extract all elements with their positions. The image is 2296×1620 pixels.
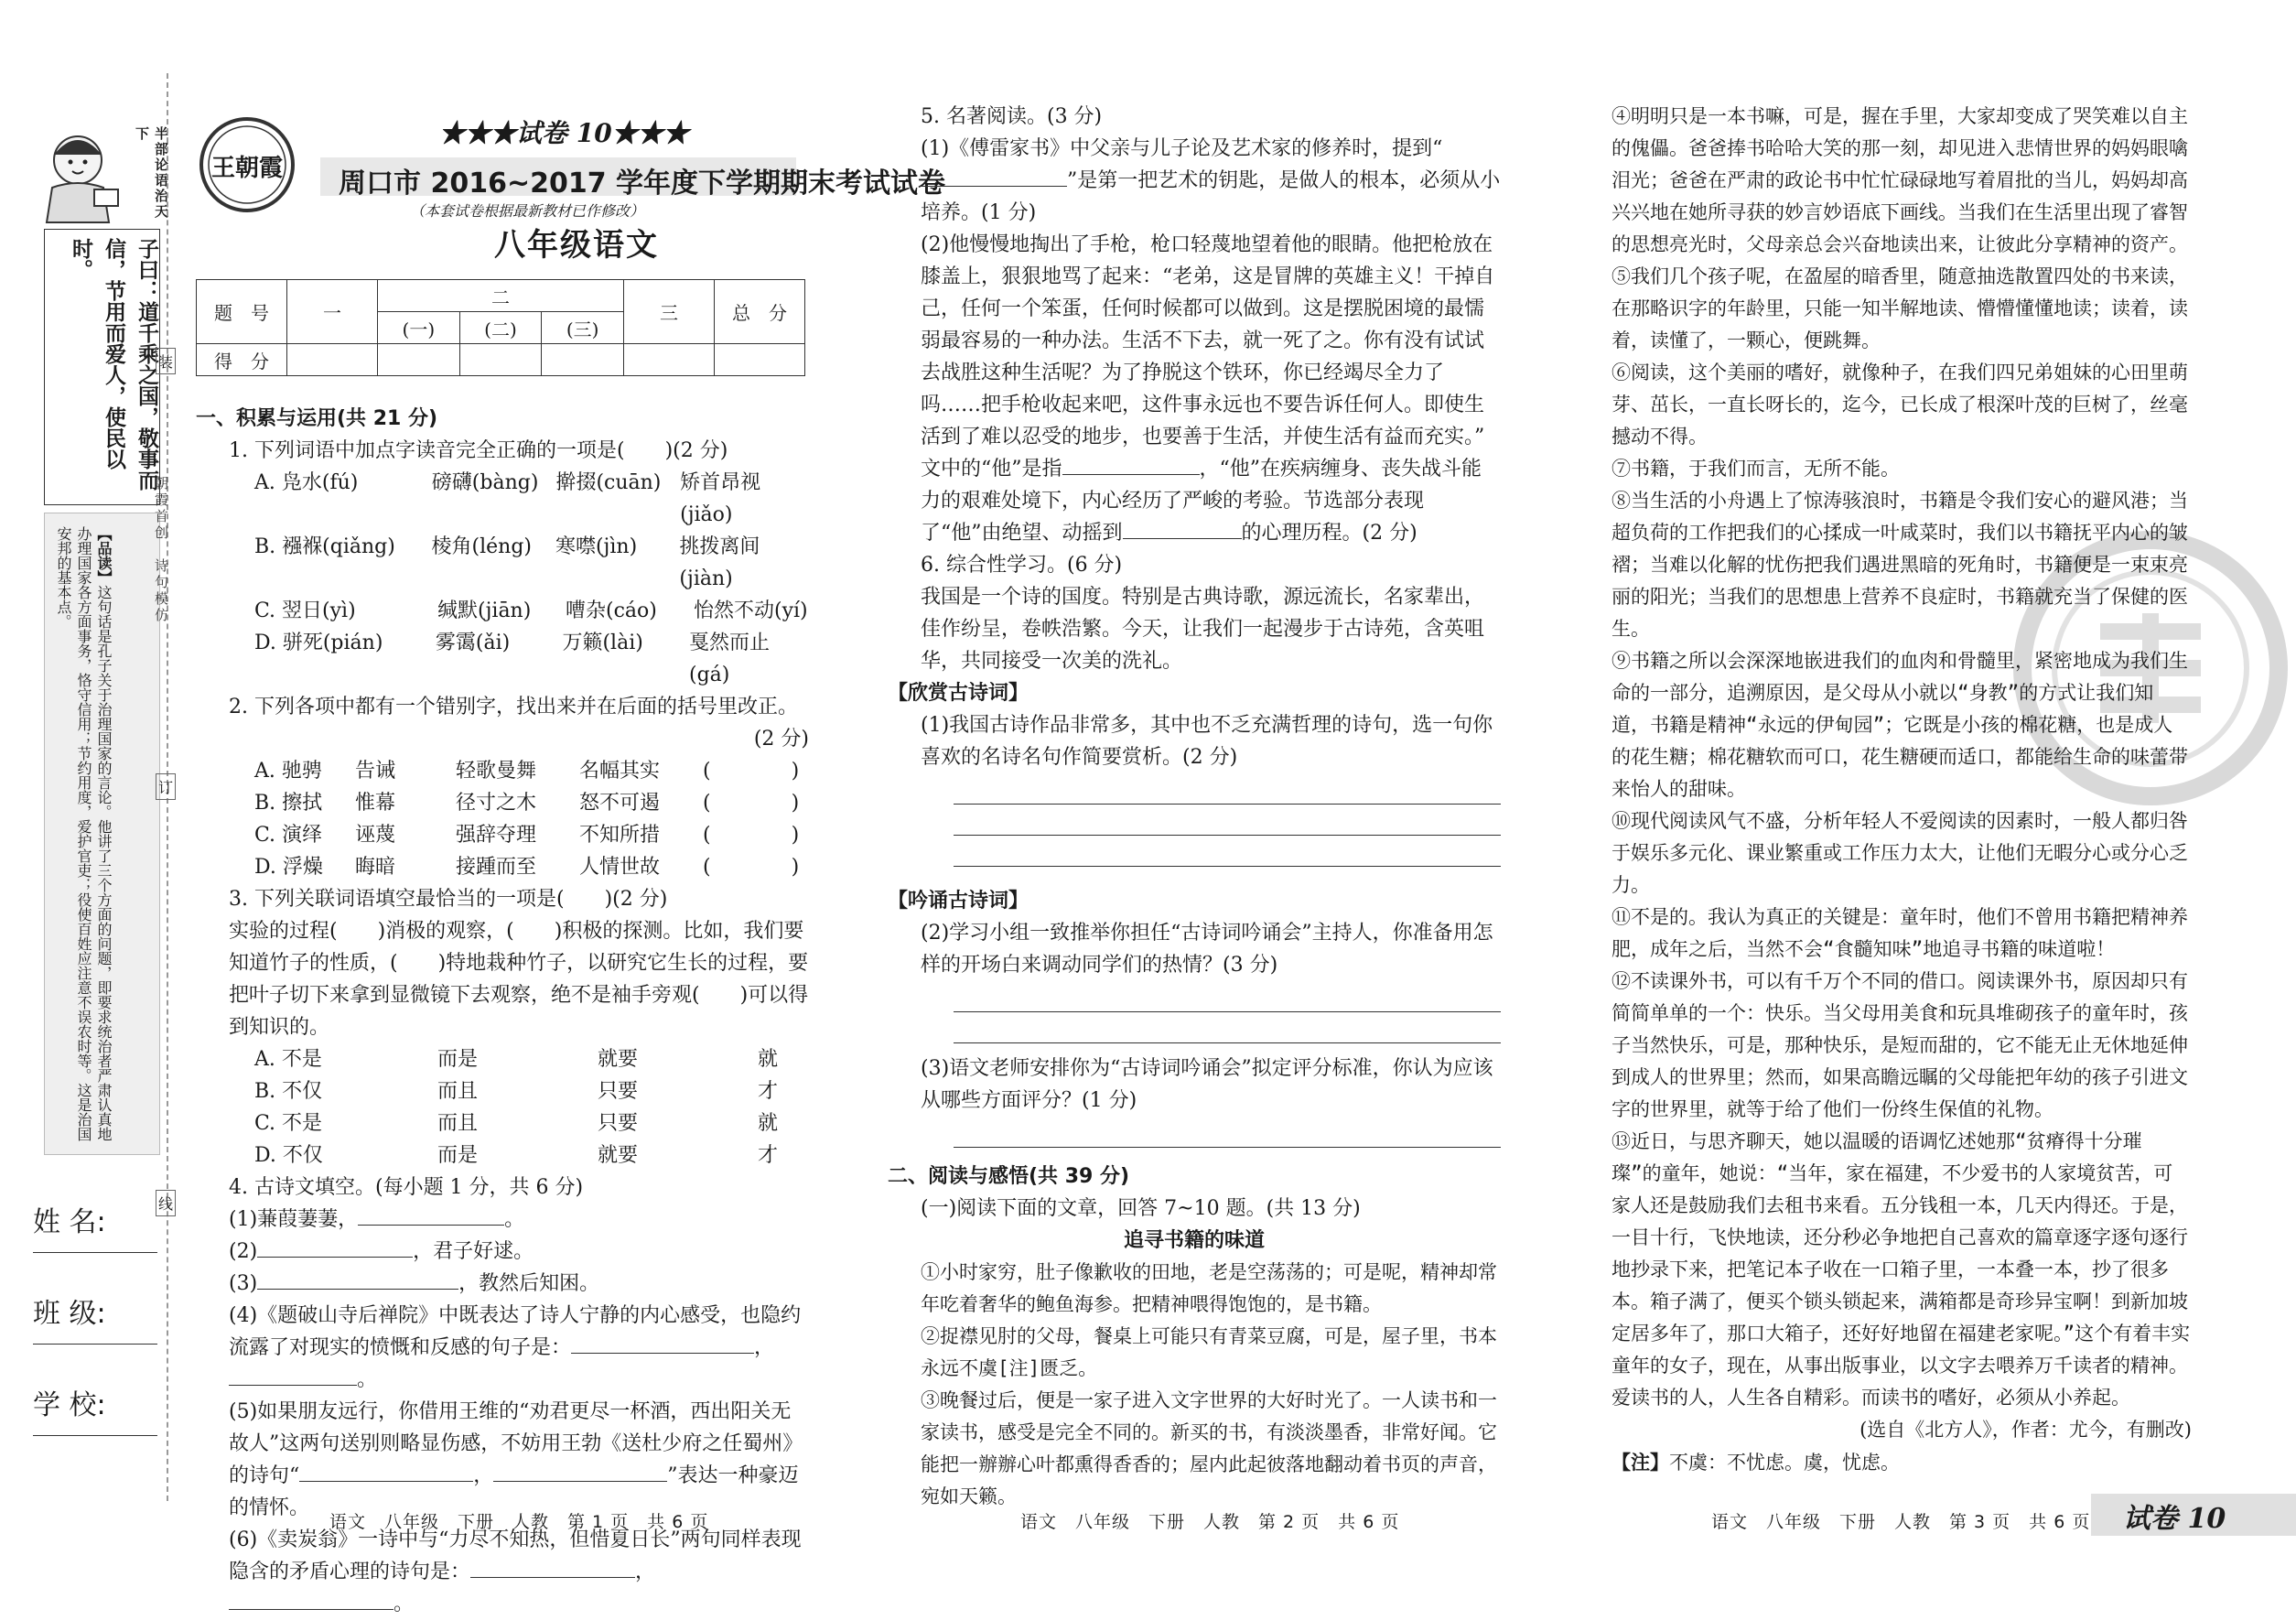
q2-score: (2 分) [753,728,809,751]
score-table [196,279,805,376]
th-sub3: (三) [542,312,624,344]
article-paragraph-7: ⑦书籍，于我们而言，无所不能。 [1612,458,1900,480]
answer-line[interactable] [954,836,1501,867]
sidebar-quote: 子曰：道千乘之国，敬事而信，节用而爱人，使民以时。 [69,238,158,491]
side-stamp: 朝霞首创 诗句模仿 [153,476,169,624]
corner-label: 试卷 10 [2123,1503,2226,1535]
article-paragraph-12: ⑫不读课外书，可以有千万个不同的借口。阅读课外书，原因却只有简简单单的一个：快乐。当父母用美食和玩具堆砌孩子的童年时，孩子当然快乐，可是，那种快乐，是短而甜的，它不能无止无休地延伸到成人的世界里；然而，如果高瞻远瞩的父母能把年幼的孩子引进文字的世界里，就等于给了他们一份终生保值的礼物。 [1612,970,2188,1120]
logo [197,114,297,215]
q2-option-c[interactable]: C. 演绎 诬蔑 强辞夺理 不知所措 ( ) [254,824,800,847]
page-footer-3: 语文 八年级 下册 人教 第 3 页 共 6 页 [1711,1512,2091,1532]
score-row-label: 得 分 [197,344,287,376]
section-1-title: 一、积累与运用(共 21 分) [196,407,438,430]
article-paragraph-6: ⑥阅读，这个美丽的嗜好，就像种子，在我们四兄弟姐妹的心田里萌芽、茁长，一直长呀长的，迄今，已长成了根深叶茂的巨树了，丝毫撼动不得。 [1612,362,2188,448]
answer-blank[interactable] [358,1225,504,1226]
q1-option-a[interactable]: A. 凫水(fú) 磅礴(bàng) 擀掇(cuān) 矫首昂视(jiǎo) [254,471,761,526]
th-part1: 一 [287,280,378,344]
answer-blank[interactable] [1062,474,1200,475]
q6: 6. 综合性学习。(6 分) [921,554,1123,577]
q4-3: (3) ，教然后知困。 [229,1272,600,1295]
q4-2: (2) ，君子好逑。 [229,1240,534,1263]
answer-blank[interactable] [229,1385,357,1386]
heading-recite: 【吟诵古诗词】 [888,890,1029,913]
exam-note: （本套试卷根据最新教材已作修改） [410,202,645,220]
answer-blank[interactable] [299,1481,473,1482]
article-paragraph-4: ④明明只是一本书嘛，可是，握在手里，大家却变成了哭笑难以自主的傀儡。爸爸捧书哈哈大笑的那一刻，却见进入悲情世界的妈妈眼噙泪光；爸爸在严肃的政论书中忙忙碌碌地写着眉批的当儿，妈妈却高兴兴地在她所寻获的妙言妙语底下画线。当我们在生活里出现了睿智的思想亮光时，父母亲总会兴奋地读出来，让彼此分享精神的资产。 [1612,105,2188,255]
article-source: (选自《北方人》，作者：尤今，有删改) [1859,1419,2192,1441]
q6-3: (3)语文老师安排你为“古诗词吟诵会”拟定评分标准，你认为应该从哪些方面评分？(1 分) [921,1057,1493,1112]
q1-option-d[interactable]: D. 骈死(pián) 雾霭(ǎi) 万籁(lài) 戛然而止(gá) [254,632,771,686]
q3-text: 实验的过程( )消极的观察，( )积极的探测。比如，我们要知道竹子的性质，( )特地栽种竹子，以研究它生长的过程，要把叶子切下来拿到显微镜下去观察，绝不是袖手旁观( )可以得到知识的。 [229,920,809,1039]
q3-option-d[interactable]: D. 不仅 而是 就要 才 [254,1144,779,1167]
article-title: 追寻书籍的味道 [1123,1229,1265,1252]
q2-option-d[interactable]: D. 浮燥 晦暗 接踵而至 人情世故 ( ) [254,856,800,879]
page-footer-2: 语文 八年级 下册 人教 第 2 页 共 6 页 [1020,1512,1400,1532]
q6-intro: 我国是一个诗的国度。特别是古典诗歌，源远流长，名家辈出，佳作纷呈，卷帙浩繁。今天，让我们一起漫步于古诗苑，含英咀华，共同接受一次美的洗礼。 [921,586,1485,673]
column-3 [1579,101,2192,1479]
column-1 [196,403,809,1620]
heading-appreciate: 【欣赏古诗词】 [888,682,1029,705]
score-cell[interactable] [287,344,378,376]
page-footer-1: 语文 八年级 下册 人教 第 1 页 共 6 页 [329,1512,709,1532]
answer-blank[interactable] [229,1609,393,1610]
subject-title: 八年级语文 [494,227,659,264]
q1: 1. 下列词语中加点字读音完全正确的一项是( )(2 分) [229,439,728,462]
article-note: 【注】不虞：不忧虑。虞，忧虑。 [1612,1451,1900,1474]
q6-1: (1)我国古诗作品非常多，其中也不乏充满哲理的诗句，选一句你喜欢的名诗名句作简要赏析。(2 分) [921,714,1493,769]
answer-line[interactable] [954,805,1501,836]
article-paragraph-11: ⑪不是的。我认为真正的关键是：童年时，他们不曾用书籍把精神养肥，成年之后，当然不会“食髓知味”地追寻书籍的味道啦！ [1612,906,2188,960]
score-cell[interactable] [378,344,460,376]
score-cell[interactable] [624,344,715,376]
q4-1: (1)蒹葭萋萋， 。 [229,1208,525,1231]
field-school-label: 学 校: [33,1389,106,1421]
answer-blank[interactable] [257,1257,413,1258]
field-school[interactable] [33,1382,106,1422]
cut-label-ding: 订 [156,773,176,800]
article-paragraph-2: ②捉襟见肘的父母，餐桌上可能只有青菜豆腐，可是，屋子里，书本永远不虞[注]匮乏。 [921,1325,1497,1379]
cut-label-xian: 线 [156,1190,176,1216]
cut-label-zhuang: 装 [156,348,176,374]
article-paragraph-13: ⑬近日，与思齐聊天，她以温暖的语调忆述她那“贫瘠得十分璀璨”的童年，她说：“当年，家在福建，不少爱书的人家境贫苦，可家人还是鼓励我们去租书来看。五分钱租一本，几天内得还。于是，一目十行，飞快地读，还分秒必争地把自己喜欢的篇章逐字逐句逐行地抄录下来，把笔记本子收在一口箱子里，一本叠一本，抄了很多本。箱子满了，便买个锁头锁起来，满箱都是奇珍异宝啊！到新加坡定居多年了，那口大箱子，还好好地留在福建老家呢。”这个有着丰实童年的女子，现在，从事出版事业，以文字去喂养万千读者的精神。爱读书的人，人生各自精彩。而读书的嗜好，必须从小养起。 [1612,1130,2191,1409]
q3-options [196,1043,809,1172]
pindu-body: 这句话是孔子关于治理国家的言论。他讲了三个方面的问题，即要求统治者严肃认真地办理国家各方面事务，恪守信用；节约用度，爱护官吏；役使百姓应注意不误农时等。这是治国安邦的基本点。 [55,526,113,1141]
q5: 5. 名著阅读。(3 分) [921,105,1103,128]
q1-option-b[interactable]: B. 襁褓(qiǎng) 棱角(léng) 寒噤(jìn) 挑拨离间(jiàn) [254,535,760,590]
th-part3: 三 [624,280,715,344]
article-paragraph-9: ⑨书籍之所以会深深地嵌进我们的血肉和骨髓里，紧密地成为我们生命的一部分，追溯原因，是父母从小就以“身教”的方式让我们知道，书籍是精神“永远的伊甸园”；它既是小孩的棉花糖，也是成人的花生糖；棉花糖软而可口，花生糖硬而适口，都能给生命的味蕾带来怡人的甜味。 [1612,650,2188,800]
answer-blank[interactable] [1003,186,1067,187]
answer-blank[interactable] [493,1481,667,1482]
pindu-title: 【品读】 [95,526,113,585]
answer-blank[interactable] [257,1289,458,1290]
q3: 3. 下列关联词语填空最恰当的一项是( )(2 分) [229,888,668,911]
article-paragraph-5: ⑤我们几个孩子呢，在盈屋的暗香里，随意抽选散置四处的书来读，在那略识字的年龄里，只能一知半解地读、懵懵懂懂地读；读着，读着，读懂了，一颗心，便跳舞。 [1612,265,2188,351]
series-label: ★★★试卷 10★★★ [439,118,689,148]
q3-option-b[interactable]: B. 不仅 而且 只要 才 [254,1080,779,1103]
q5-1: (1)《傅雷家书》中父亲与儿子论及艺术家的修养时，提到“”是第一把艺术的钥匙，是做人的根本，必须从小培养。(1 分) [921,137,1501,224]
q1-option-c[interactable]: C. 翌日(yì) 缄默(jiān) 嘈杂(cáo) 怡然不动(yí) [254,599,808,622]
q2: 2. 下列各项中都有一个错别字，找出来并在后面的括号里改正。 [229,696,798,718]
q4-6: (6)《卖炭翁》一诗中与“力尽不知热，但惜夏日长”两句同样表现隐含的矛盾心理的诗句是： ，。 [229,1528,802,1615]
section-2-sub: (一)阅读下面的文章，回答 7~10 题。(共 13 分) [921,1197,1361,1220]
q3-option-c[interactable]: C. 不是 而且 只要 就 [254,1112,779,1135]
logo-text: 王朝霞 [210,155,283,182]
answer-line[interactable] [954,773,1501,805]
field-name[interactable] [33,1199,106,1239]
field-name-label: 姓 名: [33,1206,106,1238]
exam-title: 周口市 2016~2017 学年度下学期期末考试试卷 [339,167,946,200]
pindu-text [53,526,113,1149]
q2-option-a[interactable]: A. 驰骋 告诫 轻歌曼舞 名幅其实 ( ) [254,760,800,783]
answer-blank[interactable] [571,1353,754,1354]
q4: 4. 古诗文填空。(每小题 1 分，共 6 分) [229,1176,584,1199]
q4-5: (5)如果朋友远行，你借用王维的“劝君更尽一杯酒，西出阳关无故人”这两句送别则略显伤感，不妨用王勃《送杜少府之任蜀州》的诗句“ ， ”表达一种豪迈的情怀。 [229,1400,803,1519]
article-paragraph-3: ③晚餐过后，便是一家子进入文字世界的大好时光了。一人读书和一家读书，感受是完全不同的。新买的书，有淡淡墨香，非常好闻。它能把一辦辦心叶都熏得香香的；屋内此起彼落地翻动着书页的声音，宛如天籁。 [921,1389,1497,1507]
article-paragraph-1: ①小时家穷，肚子像歉收的田地，老是空荡荡的；可是呢，精神却常年吃着奢华的鲍鱼海参。把精神喂得饱饱的，是书籍。 [921,1261,1497,1315]
th-sub1: (一) [378,312,460,344]
scholar-illustration [32,124,128,224]
answer-blank[interactable] [921,186,1003,187]
q1-options [196,467,809,691]
q2-options [196,755,809,883]
q5-2-excerpt: (2)他慢慢地掏出了手枪，枪口轻蔑地望着他的眼睛。他把枪放在膝盖上，狠狠地骂了起来：“老弟，这是冒牌的英雄主义！干掉自己，任何一个笨蛋，任何时候都可以做到。这是摆脱困境的最懦弱最容易的一种办法。生活不下去，就一死了之。你有没有试试去战胜这种生活呢？为了挣脱这个铁环，你已经竭尽全力了吗……把手枪收起来吧，这件事永远也不要告诉任何人。即使生活到了难以忍受的地步，也要善于生活，并使生活有益而充实。” [921,233,1495,448]
field-class-label: 班 级: [33,1298,106,1330]
field-class[interactable] [33,1291,106,1331]
sidebar-banner: 半部论语治天下 [134,126,169,220]
answer-line[interactable] [954,1012,1501,1043]
score-cell[interactable] [459,344,542,376]
th-part2: 二 [378,280,624,312]
score-cell[interactable] [715,344,805,376]
q2-option-b[interactable]: B. 擦拭 惟幕 径寸之木 怒不可遏 ( ) [254,792,800,815]
score-cell[interactable] [542,344,624,376]
answer-line[interactable] [954,1117,1501,1148]
article-paragraph-10: ⑩现代阅读风气不盛，分析年轻人不爱阅读的因素时，一般人都归咎于娱乐多元化、课业繁重或工作压力太大，让他们无暇分心或分心乏力。 [1612,810,2188,896]
section-2-title: 二、阅读与感悟(共 39 分) [888,1165,1130,1188]
th-sub2: (二) [459,312,542,344]
answer-blank[interactable] [1123,538,1242,539]
answer-blank[interactable] [470,1577,635,1578]
q6-2: (2)学习小组一致推举你担任“古诗词吟诵会”主持人，你准备用怎样的开场白来调动同学们的热情？(3 分) [921,922,1493,977]
article-paragraph-8: ⑧当生活的小舟遇上了惊涛骇浪时，书籍是令我们安心的避风港；当超负荷的工作把我们的心揉成一叶咸菜时，我们以书籍抚平内心的皱褶；当难以化解的忧伤把我们遇进黑暗的死角时，书籍便是一束束亮丽的阳光；当我们的思想患上营养不良症时，书籍就充当了保健的医生。 [1612,490,2188,640]
th-number: 题 号 [197,280,287,344]
column-2 [888,101,1501,1513]
q5-2-question: 文中的“他”是指 ，“他”在疾病缠身、丧失战斗能力的艰难处境下，内心经历了严峻的考验。节选部分表现了“他”由绝望、动摇到 的心理历程。(2 分) [921,458,1482,545]
q4-4: (4)《题破山寺后禅院》中既表达了诗人宁静的内心感受，也隐约流露了对现实的愤慨和反感的句子是： ，。 [229,1304,802,1391]
q3-option-a[interactable]: A. 不是 而是 就要 就 [254,1048,779,1071]
answer-line[interactable] [954,981,1501,1012]
sidebar [27,110,174,1162]
th-total: 总 分 [715,280,805,344]
